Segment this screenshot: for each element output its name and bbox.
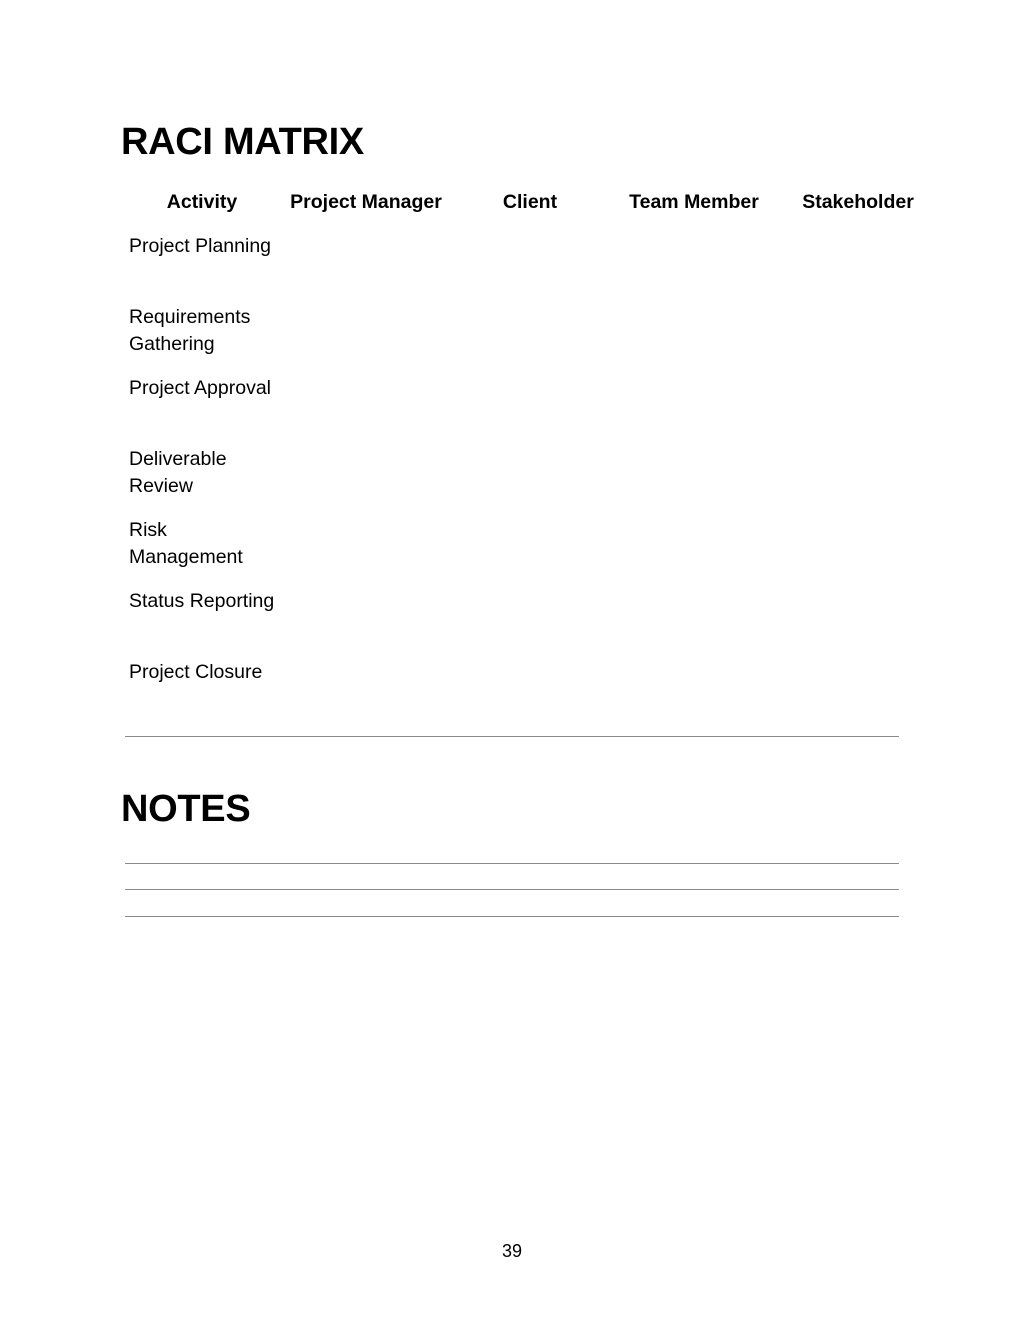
raci-matrix-title: RACI MATRIX (121, 121, 364, 163)
team-member-cell[interactable] (612, 301, 776, 372)
stakeholder-cell[interactable] (776, 656, 940, 700)
project-manager-cell[interactable] (284, 372, 448, 443)
table-row (120, 443, 940, 514)
stakeholder-cell[interactable] (776, 230, 940, 301)
client-cell[interactable] (448, 301, 612, 372)
header-stakeholder: Stakeholder (802, 191, 914, 213)
table-row (120, 514, 940, 585)
page-number: 39 (501, 1241, 523, 1261)
team-member-cell[interactable] (612, 585, 776, 656)
team-member-cell[interactable] (612, 230, 776, 301)
project-manager-cell[interactable] (284, 514, 448, 585)
client-cell[interactable] (448, 514, 612, 585)
team-member-cell[interactable] (612, 514, 776, 585)
client-cell[interactable] (448, 443, 612, 514)
header-project-manager: Project Manager (290, 191, 442, 213)
client-cell[interactable] (448, 372, 612, 443)
header-client: Client (502, 191, 558, 213)
section-divider (125, 736, 899, 737)
project-manager-cell[interactable] (284, 585, 448, 656)
header-activity: Activity (166, 191, 238, 213)
table-header-row (120, 186, 940, 230)
team-member-cell[interactable] (612, 372, 776, 443)
notes-line[interactable] (125, 889, 899, 890)
stakeholder-cell[interactable] (776, 585, 940, 656)
project-manager-cell[interactable] (284, 230, 448, 301)
table-row (120, 301, 940, 372)
client-cell[interactable] (448, 230, 612, 301)
activity-cell: Requirements Gathering (129, 306, 251, 355)
stakeholder-cell[interactable] (776, 372, 940, 443)
table-row (120, 585, 940, 656)
team-member-cell[interactable] (612, 443, 776, 514)
project-manager-cell[interactable] (284, 301, 448, 372)
raci-matrix-table (120, 186, 940, 700)
stakeholder-cell[interactable] (776, 514, 940, 585)
activity-cell: Project Approval (129, 377, 271, 399)
notes-line[interactable] (125, 863, 899, 864)
header-team-member: Team Member (629, 191, 759, 213)
table-row (120, 656, 940, 700)
client-cell[interactable] (448, 656, 612, 700)
project-manager-cell[interactable] (284, 656, 448, 700)
stakeholder-cell[interactable] (776, 301, 940, 372)
table-row (120, 372, 940, 443)
project-manager-cell[interactable] (284, 443, 448, 514)
activity-cell: Deliverable Review (129, 448, 227, 497)
activity-cell: Risk Management (129, 519, 243, 568)
activity-cell: Project Planning (129, 235, 272, 257)
activity-cell: Project Closure (129, 661, 263, 683)
notes-title: NOTES (121, 788, 251, 830)
team-member-cell[interactable] (612, 656, 776, 700)
notes-line[interactable] (125, 916, 899, 917)
table-row (120, 230, 940, 301)
client-cell[interactable] (448, 585, 612, 656)
stakeholder-cell[interactable] (776, 443, 940, 514)
activity-cell: Status Reporting (129, 590, 275, 612)
